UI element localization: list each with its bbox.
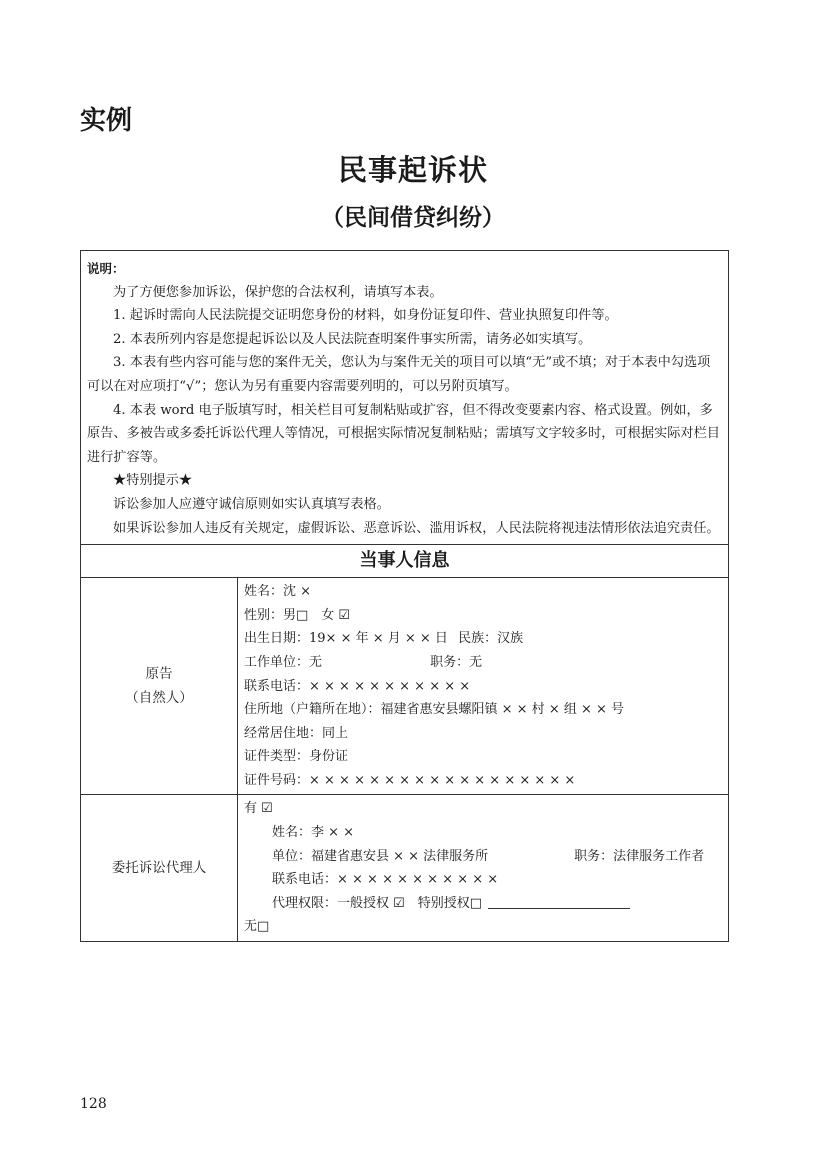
plaintiff-gender: 性别：男□ 女 ☑ [244,607,351,623]
agent-name: 姓名：李 × × [272,825,355,841]
agent-details [238,795,728,941]
instruction-paragraph: 1. 起诉时需向人民法院提交证明您身份的材料，如身份证复印件、营业执照复印件等。 [113,308,618,324]
agent-label-cell [81,795,238,941]
instruction-paragraph: 为了方便您参加诉讼，保护您的合法权利，请填写本表。 [113,284,443,300]
plaintiff-phone: 联系电话：× × × × × × × × × × × [244,678,471,694]
agent-employer: 单位：福建省惠安县 × × 法律服务所 [272,848,489,864]
plaintiff-type: （自然人） [125,690,193,707]
plaintiff-residence: 经常居住地：同上 [244,725,349,741]
agent-position: 职务：法律服务工作者 [574,848,705,864]
plaintiff-domicile: 住所地（户籍所在地）：福建省惠安县螺阳镇 × × 村 × 组 × × 号 [244,702,625,718]
special-notice-heading: ★特别提示★ [113,473,193,489]
party-info-heading: 当事人信息 [81,545,728,578]
agent-has-checkbox[interactable]: 有 ☑ [244,801,273,817]
plaintiff-ethnicity: 民族：汉族 [458,631,524,647]
instructions-heading: 说明： [87,261,125,276]
authority-blank-line [488,894,630,909]
section-label: 实例 [80,106,133,136]
plaintiff-details [238,578,728,794]
plaintiff-birth: 出生日期：19× × 年 × 月 × × 日 [244,631,448,647]
document-title: 民事起诉状 [337,153,488,187]
complaint-form [80,250,729,942]
plaintiff-label-cell [81,578,238,794]
instruction-paragraph: 诉讼参加人应遵守诚信原则如实认真填写表格。 [113,496,390,512]
plaintiff-id-number: 证件号码：× × × × × × × × × × × × × × × × × × [244,772,576,788]
instruction-paragraph: 如果诉讼参加人违反有关规定，虚假诉讼、恶意诉讼、滥用诉权，人民法院将视违法情形依法追究责任。 [113,520,720,536]
instructions-box [81,251,728,545]
agent-label: 委托诉讼代理人 [111,860,207,877]
agent-row [81,794,728,941]
plaintiff-position: 职务：无 [430,654,483,670]
instruction-paragraph: 2. 本表所列内容是您提起诉讼以及人民法院查明案件事实所需，请务必如实填写。 [113,331,592,347]
agent-authority[interactable]: 代理权限：一般授权 ☑ 特别授权□ [272,895,483,911]
agent-employer-line [244,845,722,869]
document-subtitle: （民间借贷纠纷） [321,205,505,231]
plaintiff-employer: 工作单位：无 [244,654,323,670]
page-number: 128 [80,1096,107,1112]
plaintiff-row [81,578,728,794]
agent-phone: 联系电话：× × × × × × × × × × × [272,872,499,888]
instruction-paragraph: 4. 本表 word 电子版填写时，相关栏目可复制粘贴或扩容，但不得改变要素内容、格式设置。例如，多原告、多被告或多委托诉讼代理人等情况，可根据实际情况复制粘贴；需填写文字较多时，可根据实际对栏目进行扩容等。 [87,402,720,465]
plaintiff-label: 原告 [145,666,173,683]
plaintiff-id-type: 证件类型：身份证 [244,749,349,765]
plaintiff-name: 姓名：沈 × [244,584,312,600]
plaintiff-employer-line [244,651,722,675]
instruction-paragraph: 3. 本表有些内容可能与您的案件无关，您认为与案件无关的项目可以填“无”或不填；对于本表中勾选项可以在对应项打“√”；您认为另有重要内容需要列明的，可以另附页填写。 [87,355,711,394]
agent-authority-line [244,892,722,916]
agent-none-checkbox[interactable]: 无□ [244,919,270,935]
plaintiff-birth-line [244,627,722,651]
